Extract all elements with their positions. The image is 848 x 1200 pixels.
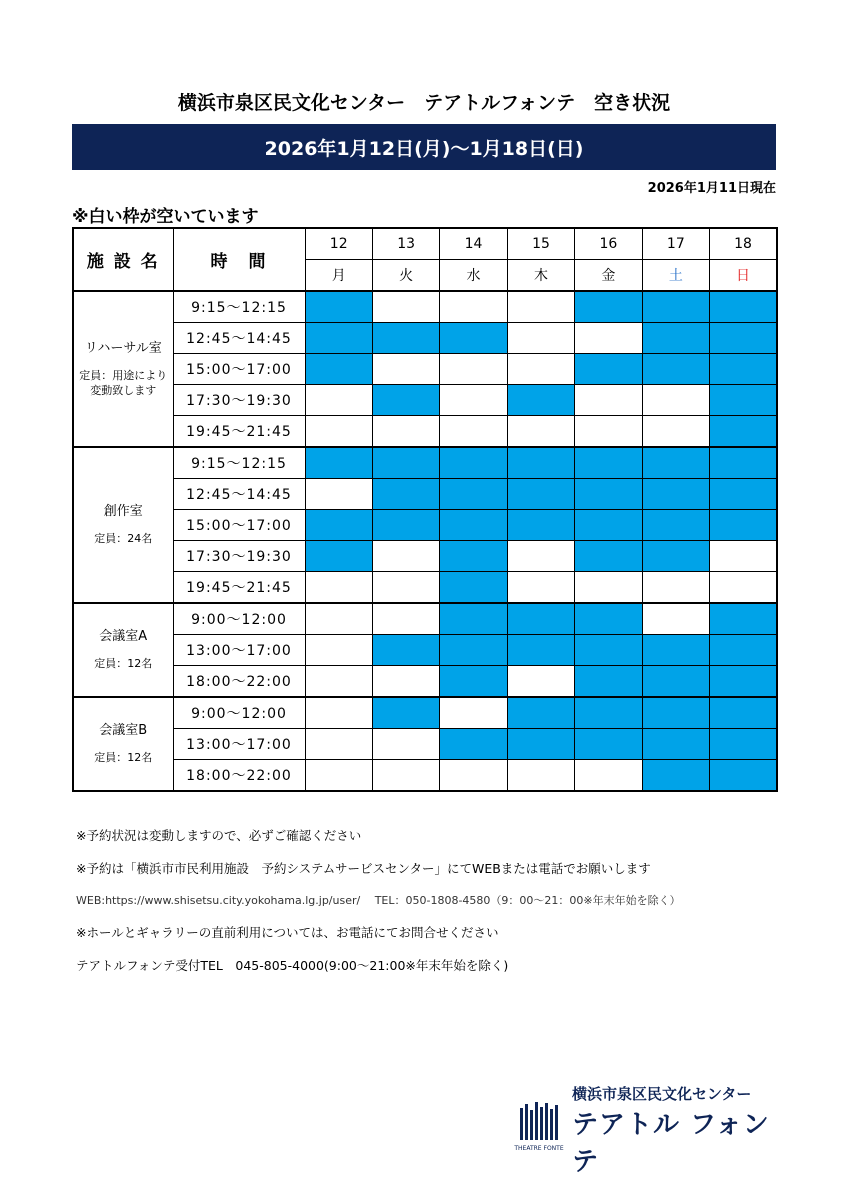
booked-cell [440,666,507,698]
booked-cell [710,385,777,416]
available-cell [305,479,372,510]
available-cell [305,385,372,416]
available-cell [642,416,709,448]
table-row [73,354,777,385]
facility-name: 会議室A [99,629,148,645]
booked-cell [710,603,777,635]
table-row [73,291,777,323]
available-cell [305,416,372,448]
facility-capacity: 定員：12名 [94,657,153,671]
booked-cell [440,510,507,541]
available-cell [305,635,372,666]
available-cell [372,666,439,698]
time-slot: 9:00～12:00 [173,603,305,635]
available-cell [372,729,439,760]
date-14: 14 [440,228,507,260]
available-cell [440,385,507,416]
booked-cell [575,447,642,479]
date-18: 18 [710,228,777,260]
date-13: 13 [372,228,439,260]
booked-cell [642,447,709,479]
booked-cell [440,447,507,479]
table-row [73,603,777,635]
weekday-5: 土 [642,260,709,292]
available-cell [372,416,439,448]
table-row [73,729,777,760]
header-time: 時 間 [173,228,305,291]
page-title: 横浜市泉区民文化センター テアトルフォンテ 空き状況 [177,92,671,114]
available-cell [507,666,574,698]
available-cell [372,541,439,572]
time-slot: 17:30～19:30 [173,385,305,416]
time-slot: 17:30～19:30 [173,541,305,572]
available-cell [305,666,372,698]
booked-cell [440,603,507,635]
booked-cell [305,354,372,385]
booked-cell [642,635,709,666]
booked-cell [710,354,777,385]
availability-table [72,227,778,792]
time-slot: 9:15～12:15 [173,291,305,323]
booked-cell [575,510,642,541]
logo-line-1: 横浜市泉区民文化センター [572,1084,752,1103]
booked-cell [642,291,709,323]
available-cell [507,760,574,792]
table-row [73,323,777,354]
booked-cell [305,291,372,323]
available-cell [440,354,507,385]
legend-note: ※白い枠が空いています [72,207,259,227]
booked-cell [372,635,439,666]
table-row [73,541,777,572]
booked-cell [642,760,709,792]
time-slot: 12:45～14:45 [173,323,305,354]
available-cell [575,416,642,448]
available-cell [372,291,439,323]
header-facility: 施 設 名 [73,228,173,291]
notes [76,826,681,989]
facility-capacity: 定員：24名 [94,532,153,546]
date-17: 17 [642,228,709,260]
booked-cell [575,354,642,385]
note-line-1: ※予約状況は変動しますので、必ずご確認ください [76,828,362,843]
note-line-4: ※ホールとギャラリーの直前利用については、お電話にてお問合せください [76,925,499,940]
available-cell [305,729,372,760]
table-row [73,697,777,729]
booked-cell [372,697,439,729]
weekday-1: 火 [372,260,439,292]
available-cell [642,385,709,416]
time-slot: 18:00～22:00 [173,760,305,792]
available-cell [372,760,439,792]
booked-cell [575,479,642,510]
table-row [73,447,777,479]
facility-capacity: 定員：用途により変動致します [79,368,168,398]
available-cell [305,572,372,604]
table-row [73,416,777,448]
booked-cell [642,697,709,729]
booked-cell [710,635,777,666]
booked-cell [575,697,642,729]
table-row [73,635,777,666]
booked-cell [372,479,439,510]
booked-cell [440,729,507,760]
logo-mark-text: THEATRE FONTE [514,1145,564,1152]
facility-capacity: 定員：12名 [94,751,153,765]
available-cell [575,760,642,792]
table-row [73,666,777,698]
booked-cell [575,666,642,698]
available-cell [440,760,507,792]
time-slot: 13:00～17:00 [173,635,305,666]
time-slot: 19:45～21:45 [173,572,305,604]
booked-cell [642,666,709,698]
facility-cell [73,291,173,447]
available-cell [507,572,574,604]
available-cell [642,603,709,635]
available-cell [507,323,574,354]
booked-cell [507,447,574,479]
available-cell [305,760,372,792]
booked-cell [710,729,777,760]
booked-cell [710,760,777,792]
booked-cell [440,541,507,572]
booked-cell [440,635,507,666]
note-line-3: WEB:https://www.shisetsu.city.yokohama.lg.jp/user/ TEL：050-1808-4580（9：00～21：00※年末年始を除く） [76,894,681,907]
booked-cell [305,447,372,479]
booked-cell [507,510,574,541]
time-slot: 15:00～17:00 [173,354,305,385]
table-row [73,385,777,416]
weekday-3: 木 [507,260,574,292]
booked-cell [642,541,709,572]
time-slot: 9:00～12:00 [173,697,305,729]
available-cell [575,572,642,604]
available-cell [575,323,642,354]
available-cell [507,416,574,448]
available-cell [440,697,507,729]
booked-cell [575,603,642,635]
booked-cell [440,572,507,604]
booked-cell [710,697,777,729]
weekday-6: 日 [710,260,777,292]
available-cell [507,291,574,323]
booked-cell [305,323,372,354]
booked-cell [710,666,777,698]
booked-cell [372,323,439,354]
booked-cell [642,479,709,510]
booked-cell [372,510,439,541]
theatre-logo-icon [514,1102,564,1158]
time-slot: 18:00～22:00 [173,666,305,698]
booked-cell [710,416,777,448]
available-cell [710,572,777,604]
facility-name: 創作室 [103,504,143,520]
booked-cell [305,510,372,541]
booked-cell [507,603,574,635]
available-cell [305,697,372,729]
facility-cell [73,447,173,603]
time-slot: 15:00～17:00 [173,510,305,541]
booked-cell [642,354,709,385]
time-slot: 13:00～17:00 [173,729,305,760]
time-slot: 9:15～12:15 [173,447,305,479]
available-cell [507,354,574,385]
booked-cell [710,479,777,510]
logo-line-2: テアトル フォンテ [572,1109,770,1177]
as-of-date: 2026年1月11日現在 [647,181,776,196]
available-cell [710,541,777,572]
facility-name: 会議室B [99,723,148,739]
date-range-banner: 2026年1月12日(月)～1月18日(日) [72,124,776,170]
booked-cell [710,510,777,541]
booked-cell [507,729,574,760]
booked-cell [507,635,574,666]
booked-cell [507,697,574,729]
available-cell [642,572,709,604]
booked-cell [440,323,507,354]
table-row [73,572,777,604]
weekday-4: 金 [575,260,642,292]
booked-cell [372,447,439,479]
booked-cell [642,323,709,354]
time-slot: 19:45～21:45 [173,416,305,448]
available-cell [440,416,507,448]
note-line-5: テアトルフォンテ受付TEL 045-805-4000(9:00～21:00※年末年始を除く) [76,958,509,973]
available-cell [305,603,372,635]
booked-cell [507,385,574,416]
facility-cell [73,603,173,697]
weekday-2: 水 [440,260,507,292]
table-row [73,510,777,541]
table-row [73,760,777,792]
date-12: 12 [305,228,372,260]
date-15: 15 [507,228,574,260]
facility-cell [73,697,173,791]
date-16: 16 [575,228,642,260]
booked-cell [710,447,777,479]
facility-name: リハーサル室 [84,340,162,356]
time-slot: 12:45～14:45 [173,479,305,510]
available-cell [372,354,439,385]
booked-cell [372,385,439,416]
header-row-dates [73,228,777,260]
booked-cell [575,635,642,666]
booked-cell [575,729,642,760]
logo [514,1084,774,1177]
booked-cell [710,323,777,354]
weekday-0: 月 [305,260,372,292]
table-row [73,479,777,510]
available-cell [372,572,439,604]
booked-cell [575,541,642,572]
booked-cell [507,479,574,510]
available-cell [575,385,642,416]
booked-cell [305,541,372,572]
available-cell [507,541,574,572]
booked-cell [575,291,642,323]
booked-cell [440,479,507,510]
available-cell [372,603,439,635]
note-line-2: ※予約は「横浜市市民利用施設 予約システムサービスセンター」にてWEBまたは電話でお願いします [76,861,651,876]
booked-cell [642,510,709,541]
booked-cell [642,729,709,760]
available-cell [440,291,507,323]
booked-cell [710,291,777,323]
